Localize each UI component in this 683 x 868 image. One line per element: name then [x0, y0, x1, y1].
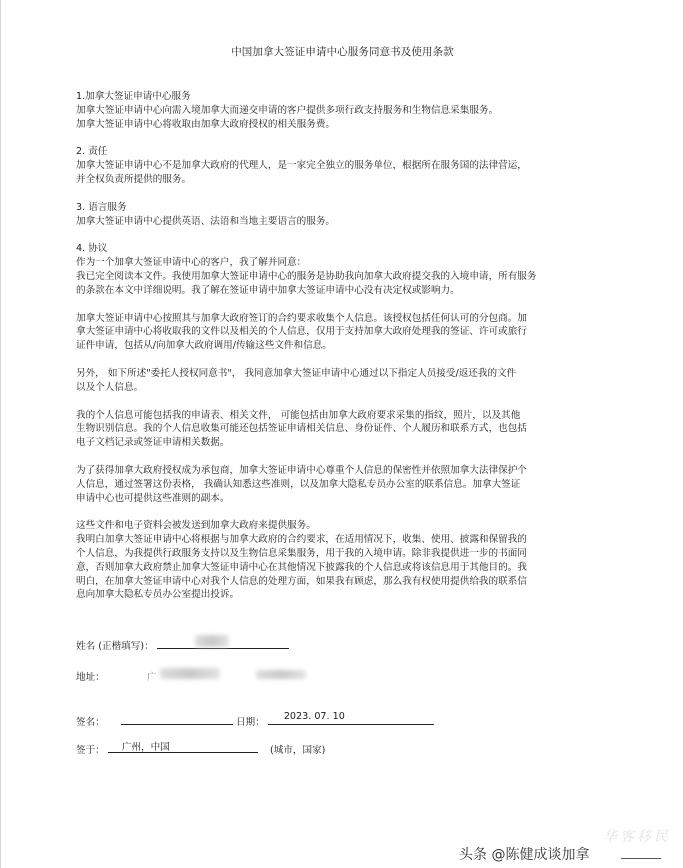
paragraph-line: 息向加拿大隐私专员办公室提出投诉。: [76, 589, 240, 601]
date-value: 2023. 07. 10: [283, 711, 345, 722]
paragraph-line: 我明白加拿大签证申请中心将根据与加拿大政府的合约要求，在适用情况下，收集、使用、披露和保留我的: [76, 534, 527, 546]
paragraph-line: 我的个人信息可能包括我的申请表、相关文件， 可能包括由加拿大政府要求采集的指纹，照片，以及其他: [76, 409, 521, 421]
footer-attribution: 头条 @陈健成谈加拿: [459, 847, 590, 863]
section-4-line: 作为一个加拿大签证申请中心的客户，我了解并同意：: [76, 257, 307, 269]
section-1-heading: 1.加拿大签证申请中心服务: [76, 91, 191, 102]
paragraph-line: 电子文档记录或签证申请相关数据。: [76, 437, 230, 449]
signature-row: [76, 712, 434, 728]
footer-underline: [621, 858, 661, 859]
section-2-line: 加拿大签证申请中心不是加拿大政府的代理人，是一家完全独立的服务单位，根据所在服务国的法律营运，: [76, 160, 527, 172]
redacted-address-2: [256, 670, 306, 679]
section-3-line: 加拿大签证申请中心提供英语、法语和当地主要语言的服务。: [76, 215, 336, 227]
signature-label: 签名：: [76, 717, 105, 728]
signed-at-suffix: (城市，国家): [269, 745, 326, 756]
paragraph-line: 人信息，通过签署这份表格， 我确认知悉这些准则，以及加拿大隐私专员办公室的联系信息。加拿大签证: [76, 478, 521, 490]
document-title: 中国加拿大签证申请中心服务同意书及使用条款: [231, 46, 454, 58]
name-field[interactable]: [157, 636, 289, 649]
name-row: [76, 636, 289, 652]
section-1-line: 加拿大签证申请中心将收取由加拿大政府授权的相关服务费。: [76, 118, 336, 130]
section-4-heading: 4. 协议: [76, 243, 108, 255]
signed-at-row: [76, 740, 325, 756]
address-row: [76, 668, 310, 683]
redacted-address-1: [160, 668, 220, 679]
signed-at-field[interactable]: [108, 740, 258, 753]
address-field[interactable]: [160, 668, 310, 680]
section-3-heading: 3. 语言服务: [76, 201, 127, 213]
date-label: 日期：: [235, 717, 265, 728]
paragraph-line: 以及个人信息。: [76, 381, 144, 393]
paragraph-line: 个人信息，为我提供行政服务支持以及生物信息采集服务，用于我的入境申请。除非我提供进一步的书面同: [76, 547, 527, 559]
document-body: [76, 90, 616, 602]
section-4-line: 我已完全阅读本文件。我使用加拿大签证申请中心的服务是协助我向加拿大政府提交我的入境申请，所有服务: [76, 270, 537, 282]
paragraph-line: 明白，在加拿大签证申请中心对我个人信息的处理方面，如果我有顾虑，那么我有权使用提供给我的联系信: [76, 575, 527, 587]
address-visible-char: 广: [146, 672, 157, 683]
signature-field[interactable]: [121, 712, 233, 725]
redacted-name: [195, 635, 229, 647]
section-1-line: 加拿大签证申请中心向需入境加拿大而递交申请的客户提供多项行政支持服务和生物信息采集服务。: [76, 104, 499, 116]
section-2-heading: 2. 责任: [76, 146, 108, 158]
paragraph-line: 生物识别信息。我的个人信息收集可能还包括签证申请相关信息、身份证件、个人履历和联系方式，也包括: [76, 423, 527, 435]
paragraph-line: 申请中心也可提供这些准则的副本。: [76, 492, 230, 504]
address-label: 地址：: [76, 672, 105, 683]
name-label: 姓名 (正楷填写)：: [76, 641, 154, 652]
paragraph-line: 拿大签证申请中心将收取我的文件以及相关的个人信息，仅用于支持加拿大政府处理我的签证、许可或旅行: [76, 326, 527, 338]
date-field[interactable]: [268, 712, 434, 725]
watermark-logo: 华客移民: [603, 829, 671, 845]
section-4-line: 的条款在本文中详细说明。我了解在签证申请中加拿大签证申请中心没有决定权或影响力。: [76, 284, 460, 296]
section-2-line: 并全权负责所提供的服务。: [76, 173, 192, 185]
paragraph-line: 意，否则加拿大政府禁止加拿大签证申请中心在其他情况下披露我的个人信息或将该信息用于其他目的。我: [76, 561, 527, 573]
paragraph-line: 加拿大签证申请中心按照其与加拿大政府签订的合约要求收集个人信息。该授权包括任何认可的分包商。加: [76, 312, 527, 324]
paragraph-line: 另外， 如下所述"委托人授权同意书"， 我同意加拿大签证申请中心通过以下指定人员接受/返还我的文件: [76, 367, 517, 379]
paragraph-line: 这些文件和电子资料会被发送到加拿大政府来提供服务。: [76, 520, 316, 532]
signed-at-value: 广州，中国: [121, 742, 170, 753]
paragraph-line: 证件申请，包括从/向加拿大政府调用/传输这些文件和信息。: [76, 340, 332, 352]
paragraph-line: 为了获得加拿大政府授权成为承包商，加拿大签证申请中心尊重个人信息的保密性并依照加拿大法律保护个: [76, 464, 527, 476]
signed-at-label: 签于：: [76, 745, 105, 756]
